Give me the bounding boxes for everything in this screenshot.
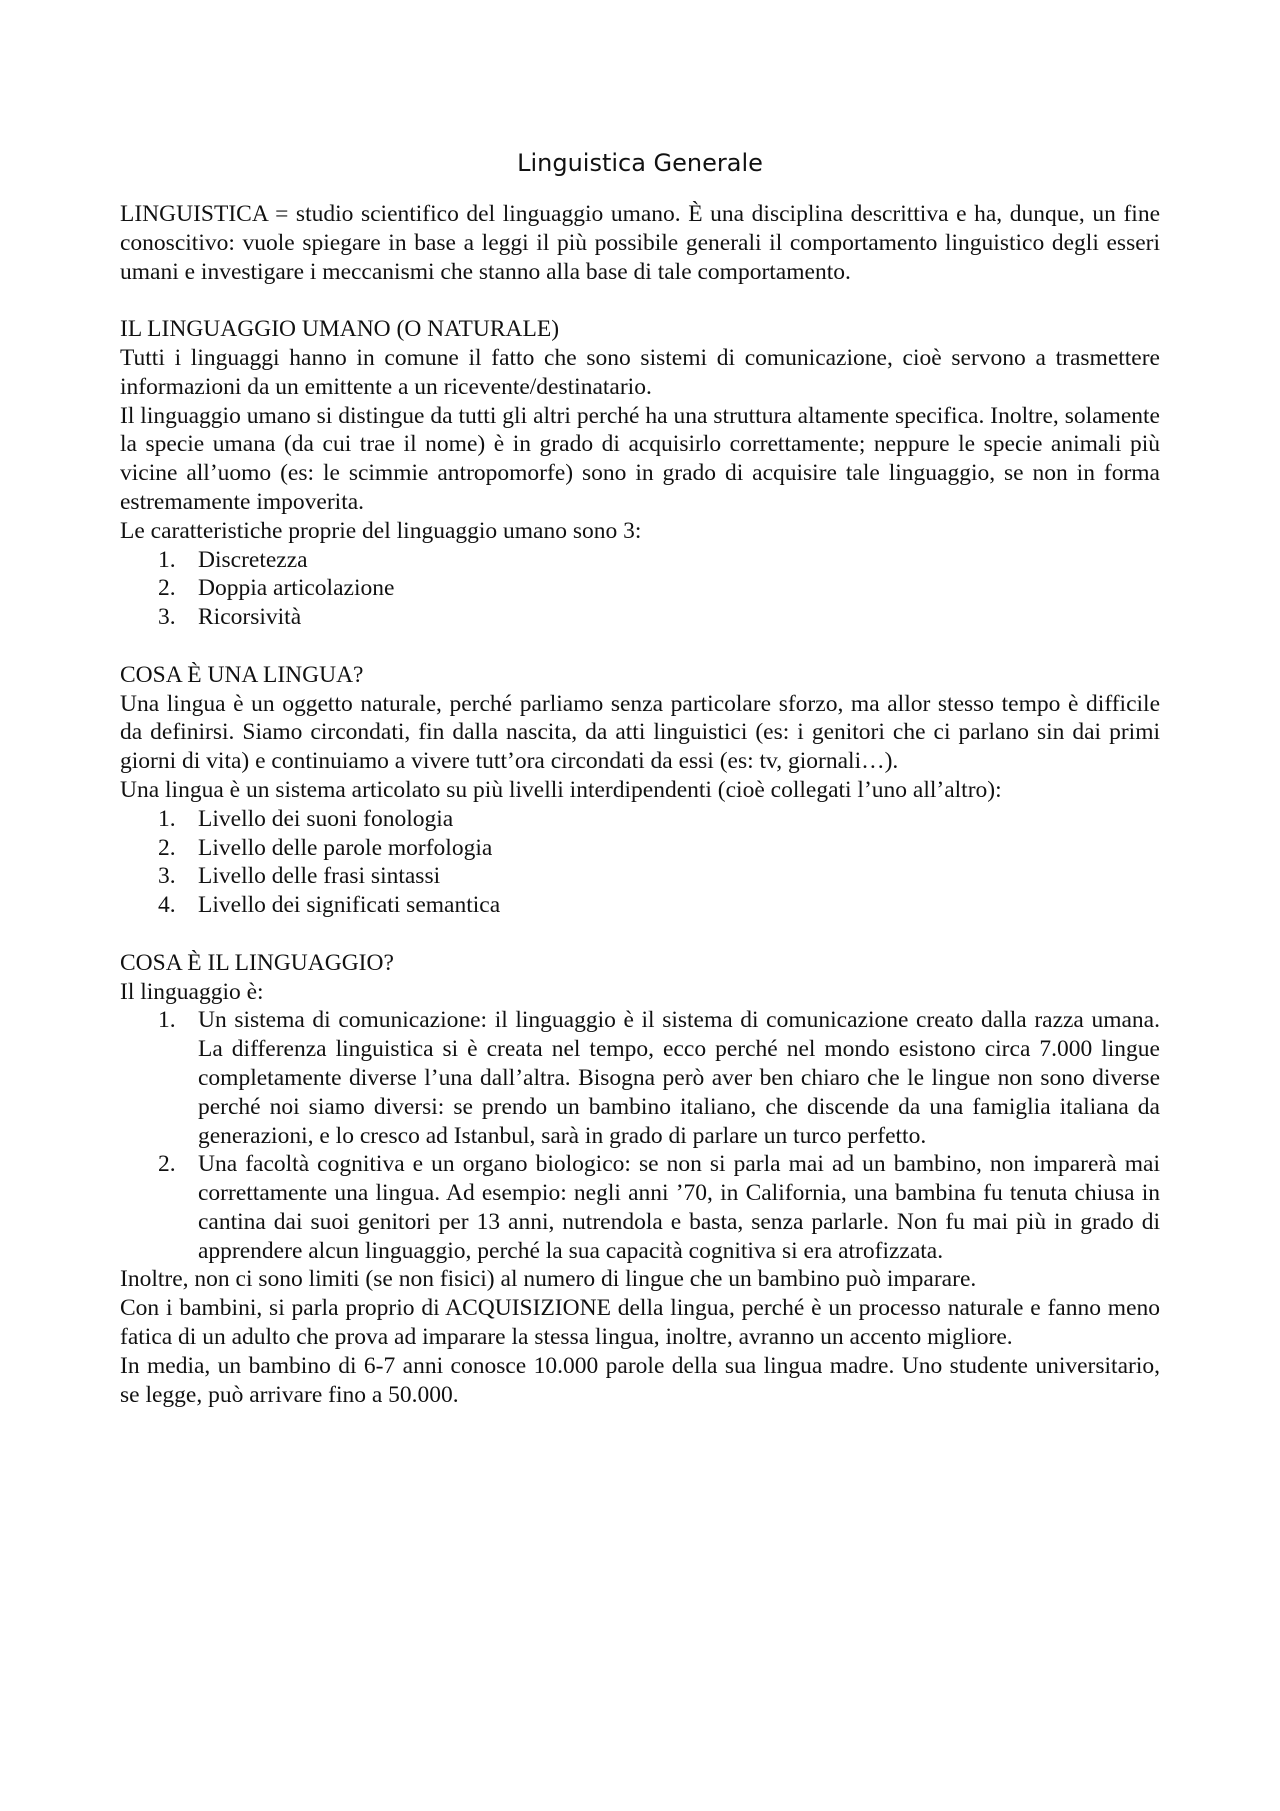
- paragraph: Inoltre, non ci sono limiti (se non fisici) al numero di lingue che un bambino può imparare.: [120, 1266, 977, 1293]
- paragraph: Con i bambini, si parla proprio di ACQUISIZIONE della lingua, perché è un processo naturale e fanno meno fatica di un adulto che prova ad imparare la stessa lingua, inoltre, avranno un accento migliore.: [120, 1295, 1160, 1351]
- spacer: [120, 286, 1160, 315]
- list-item: 1. Livello dei suoni fonologia: [158, 805, 454, 832]
- characteristics-list: [120, 546, 1160, 632]
- spacer: [120, 632, 1160, 661]
- section-heading-linguaggio-umano: IL LINGUAGGIO UMANO (O NATURALE): [120, 316, 560, 343]
- paragraph: Una lingua è un oggetto naturale, perché parliamo senza particolare sforzo, ma allor stesso tempo è difficile da definirsi. Siamo circondati, fin dalla nascita, da atti linguistici (es: i genitori che ci parlano sin dai primi giorni di vita) e continuiamo a vivere tutt’ora circondati da essi (es: tv, giornali…).: [120, 690, 1160, 775]
- document-title: Linguistica Generale: [517, 149, 763, 177]
- paragraph: Tutti i linguaggi hanno in comune il fatto che sono sistemi di comunicazione, cioè servono a trasmettere informazioni da un emittente a un ricevente/destinatario.: [120, 344, 1160, 400]
- section-heading-lingua: COSA È UNA LINGUA?: [120, 661, 364, 688]
- paragraph: Una lingua è un sistema articolato su più livelli interdipendenti (cioè collegati l’uno all’altro):: [120, 776, 1002, 803]
- paragraph: Le caratteristiche proprie del linguaggio umano sono 3:: [120, 517, 642, 544]
- list-item: 1. Un sistema di comunicazione: il linguaggio è il sistema di comunicazione creato dalla razza umana. La differenza linguistica si è creata nel tempo, ecco perché nel mondo esistono circa 7.000 lingue completamente diverse l’una dall’altra. Bisogna però aver ben chiaro che le lingue non sono diverse perché noi siamo diversi: se prendo un bambino italiano, che discende da una famiglia italiana da generazioni, e lo cresco ad Istanbul, sarà in grado di parlare un turco perfetto.: [158, 1007, 1160, 1149]
- intro-paragraph: LINGUISTICA = studio scientifico del linguaggio umano. È una disciplina descrittiva e ha, dunque, un fine conoscitivo: vuole spiegare in base a leggi il più possibile generali il comportamento linguistico degli esseri umani e investigare i meccanismi che stanno alla base di tale comportamento.: [120, 201, 1160, 285]
- paragraph: Il linguaggio umano si distingue da tutti gli altri perché ha una struttura altamente specifica. Inoltre, solamente la specie umana (da cui trae il nome) è in grado di acquisirlo correttamente; neppure le specie animali più vicine all’uomo (es: le scimmie antropomorfe) sono in grado di acquisire tale linguaggio, se non in forma estremamente impoverita.: [120, 402, 1160, 515]
- list-item: 3. Ricorsività: [158, 604, 302, 631]
- list-item: 2. Una facoltà cognitiva e un organo biologico: se non si parla mai ad un bambino, non imparerà mai correttamente una lingua. Ad esempio: negli anni ’70, in California, una bambina fu tenuta chiusa in cantina dai suoi genitori per 13 anni, nutrendola e basta, senza parlarle. Non fu mai più in grado di apprendere alcun linguaggio, perché la sua capacità cognitiva si era atrofizzata.: [158, 1151, 1160, 1264]
- paragraph: In media, un bambino di 6-7 anni conosce 10.000 parole della sua lingua madre. Uno studente universitario, se legge, può arrivare fino a 50.000.: [120, 1352, 1160, 1408]
- list-item: 3. Livello delle frasi sintassi: [158, 863, 441, 890]
- list-item: 1. Discretezza: [158, 546, 308, 573]
- list-item: 4. Livello dei significati semantica: [158, 892, 501, 919]
- spacer: [120, 920, 1160, 949]
- definition-list: [120, 1006, 1160, 1265]
- document-page: [120, 148, 1160, 1409]
- paragraph: Il linguaggio è:: [120, 978, 264, 1005]
- section-heading-linguaggio: COSA È IL LINGUAGGIO?: [120, 949, 394, 976]
- levels-list: [120, 805, 1160, 920]
- list-item: 2. Doppia articolazione: [158, 575, 395, 602]
- list-item: 2. Livello delle parole morfologia: [158, 834, 493, 861]
